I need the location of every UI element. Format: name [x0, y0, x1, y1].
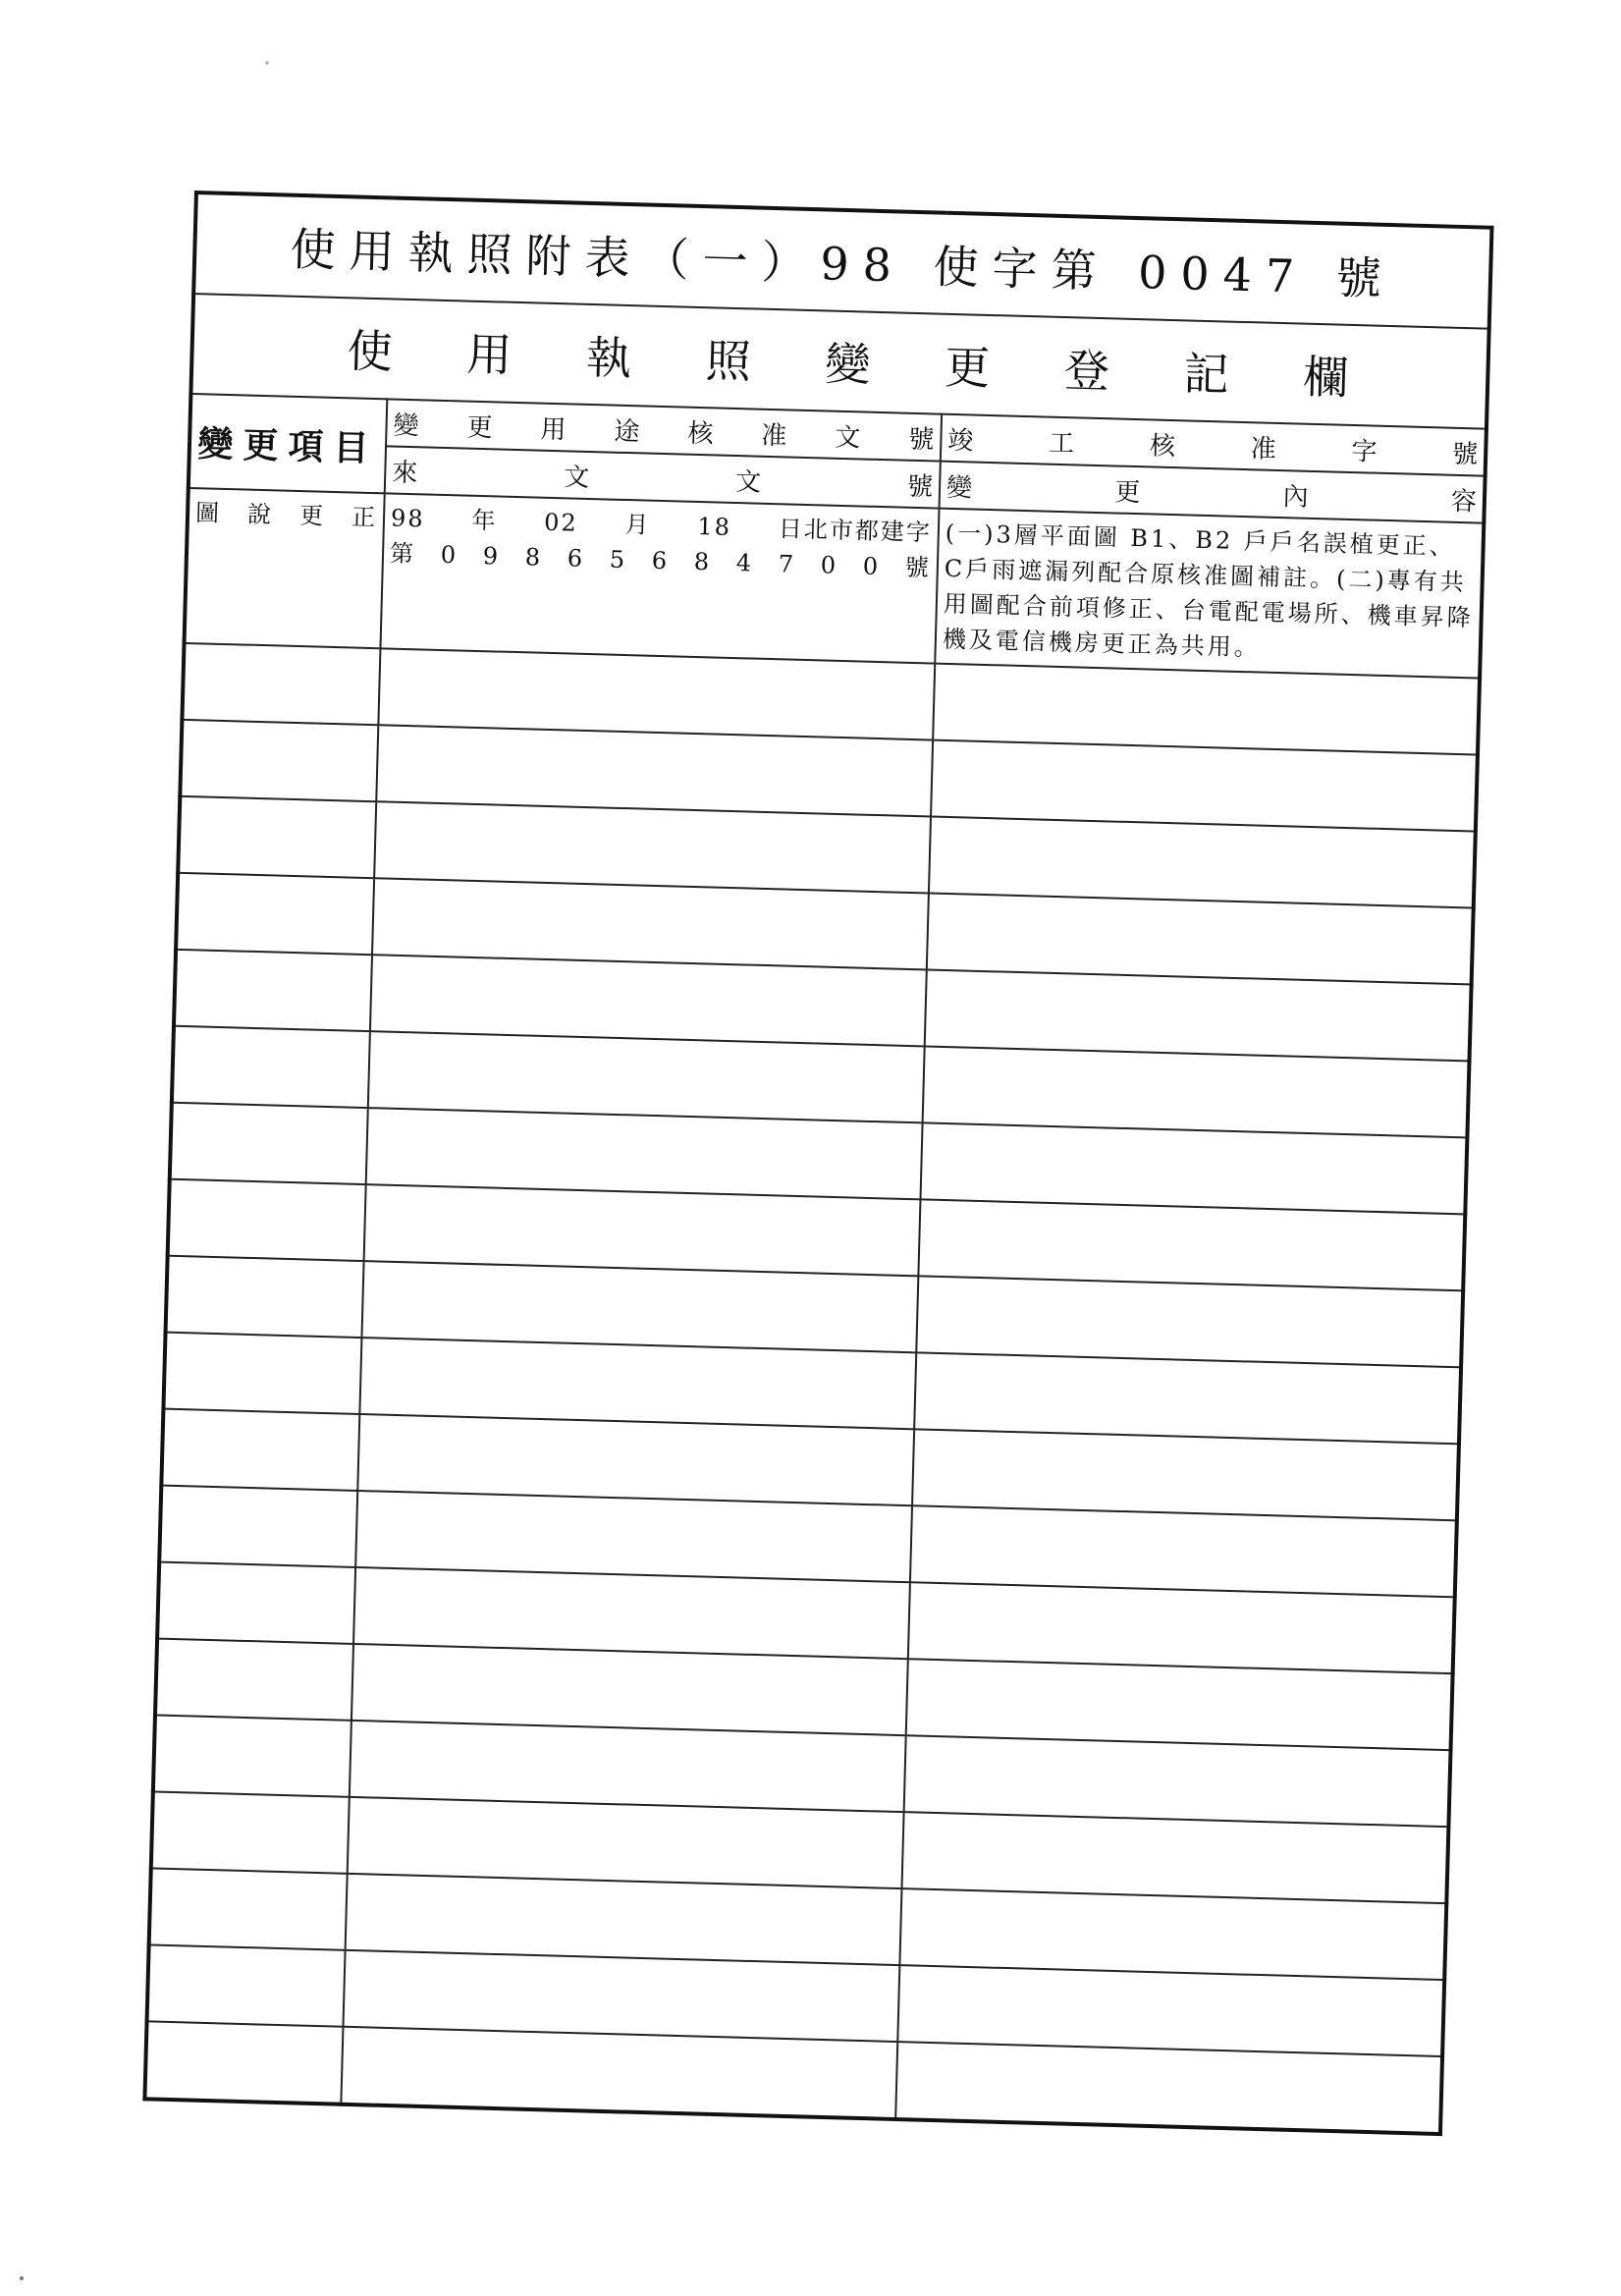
header-char: 更: [1113, 476, 1141, 508]
blank-change-content: [931, 740, 1478, 832]
header-char: 用: [540, 414, 567, 445]
blank-change-item: [176, 873, 374, 955]
header-char: 核: [1149, 430, 1176, 462]
header-char: 變: [946, 472, 973, 504]
entry-item-char: 圖: [194, 499, 220, 527]
header-char: 來: [391, 458, 418, 488]
entry-date-token: 日北市都建字: [778, 515, 933, 547]
blank-change-content: [916, 1276, 1463, 1367]
blank-change-item: [174, 950, 372, 1031]
blank-document-number: [350, 1721, 906, 1812]
blank-document-number: [374, 801, 931, 893]
scan-speck: [265, 61, 269, 65]
scan-speck: [20, 2276, 24, 2280]
entry-date-token: 月: [624, 510, 652, 539]
header-char: 竣: [946, 425, 974, 457]
header-char: 途: [614, 416, 640, 447]
entry-document-number: [380, 493, 939, 663]
blank-change-content: [927, 893, 1474, 984]
section-title-char: 用: [465, 327, 517, 382]
blank-document-number: [378, 648, 935, 739]
entry-item-char: 說: [246, 500, 272, 529]
entry-date-token: 18: [697, 512, 732, 541]
blank-document-number: [372, 878, 929, 969]
entry-date-token: 02: [543, 508, 579, 537]
header-char: 文: [563, 462, 590, 493]
blank-change-content: [910, 1505, 1457, 1597]
blank-change-content: [897, 1965, 1444, 2056]
header-char: 容: [1450, 486, 1478, 517]
blank-change-item: [166, 1256, 364, 1338]
blank-document-number: [348, 1797, 904, 1888]
blank-change-content: [904, 1735, 1451, 1827]
blank-document-number: [351, 1644, 908, 1735]
blank-change-item: [153, 1715, 351, 1796]
blank-change-content: [899, 1888, 1446, 1980]
header-char: 准: [1250, 433, 1277, 465]
entry-change-item: [185, 488, 385, 648]
blank-change-content: [908, 1582, 1455, 1673]
change-registration-table: [142, 191, 1493, 2136]
blank-change-item: [170, 1103, 368, 1184]
usage-permit-sheet: [142, 191, 1490, 2161]
blank-change-content: [895, 2042, 1442, 2134]
header-char: 更: [466, 412, 493, 443]
section-title-char: 欄: [1302, 350, 1353, 405]
entry-number-token: 9: [482, 542, 501, 571]
blank-document-number: [346, 1874, 902, 1965]
blank-document-number: [355, 1491, 912, 1582]
blank-change-item: [161, 1409, 359, 1491]
blank-change-content: [923, 1046, 1470, 1137]
blank-document-number: [353, 1567, 910, 1659]
blank-document-number: [357, 1414, 914, 1505]
blank-change-item: [151, 1791, 350, 1873]
blank-document-number: [376, 725, 933, 816]
blank-change-item: [182, 643, 380, 725]
blank-document-number: [370, 955, 927, 1046]
blank-change-content: [901, 1812, 1448, 1903]
header-char: 文: [734, 466, 762, 498]
header-char: 號: [907, 424, 935, 455]
blank-document-number: [366, 1108, 923, 1199]
blank-document-number: [364, 1184, 921, 1276]
blank-change-item: [178, 796, 376, 878]
header-char: 文: [834, 422, 861, 453]
entry-number-token: 5: [609, 545, 627, 574]
blank-change-item: [149, 1868, 348, 1949]
entry-number-token: 0: [440, 540, 459, 570]
entry-change-item-text: [195, 495, 378, 535]
header-char: 內: [1282, 481, 1310, 513]
entry-number-token: 8: [524, 543, 543, 572]
header-char: 字: [1351, 436, 1378, 467]
header-char: 工: [1048, 428, 1075, 459]
blank-change-content: [912, 1429, 1459, 1520]
blank-change-content: [918, 1199, 1465, 1290]
header-change-item: 變更項目: [189, 394, 388, 493]
entry-number-token: 6: [567, 544, 585, 573]
blank-change-content: [914, 1352, 1461, 1444]
entry-number-token: 第: [389, 539, 416, 569]
header-char: 號: [906, 471, 934, 502]
entry-change-content: (一)3層平面圖 B1、B2 戶戶名誤植更正、C戶雨遮漏列配合原核准圖補註。(二)專有共用圖配合前項修正、台電配電場所、機車昇降機及電信機房更正為共用。: [935, 509, 1484, 679]
section-title-char: 變: [824, 337, 876, 392]
document-title: 使用執照附表（一）98 使字第 0047 號: [193, 192, 1491, 329]
section-title-char: 照: [705, 334, 756, 389]
entry-number-token: 7: [778, 550, 796, 578]
blank-change-item: [147, 1944, 346, 2026]
section-title-char: 執: [585, 330, 636, 386]
entry-number-token: 6: [651, 546, 670, 575]
entry-date-token: 年: [471, 506, 498, 535]
header-char: 核: [687, 418, 714, 449]
blank-change-item: [157, 1562, 355, 1644]
entry-number-token: 0: [820, 551, 838, 579]
blank-document-number: [368, 1031, 925, 1122]
blank-change-item: [168, 1179, 366, 1261]
blank-change-item: [144, 2021, 343, 2104]
blank-document-number: [361, 1261, 918, 1352]
section-title-char: 登: [1063, 344, 1114, 399]
section-title-char: 更: [944, 340, 995, 396]
blank-change-content: [933, 664, 1480, 755]
blank-change-item: [155, 1639, 353, 1721]
entry-number-token: 0: [862, 552, 881, 581]
section-title-text: [199, 311, 1481, 410]
blank-change-item: [172, 1026, 370, 1108]
blank-change-content: [920, 1122, 1467, 1214]
entry-item-char: 更: [298, 502, 324, 530]
blank-document-number: [343, 1950, 899, 2042]
blank-change-content: [925, 969, 1472, 1061]
header-char: 變: [393, 410, 420, 441]
blank-change-content: [929, 817, 1476, 908]
entry-item-char: 正: [351, 503, 376, 532]
blank-change-content: [906, 1659, 1453, 1750]
entry-date-token: 98: [390, 504, 425, 533]
section-title-char: 使: [346, 324, 398, 379]
blank-change-item: [163, 1333, 361, 1414]
blank-change-item: [180, 720, 378, 801]
section-title-char: 記: [1182, 347, 1234, 402]
blank-document-number: [359, 1338, 916, 1429]
entry-number-token: 8: [693, 547, 712, 576]
header-char: 號: [1451, 439, 1479, 469]
blank-change-item: [159, 1486, 357, 1567]
entry-number-token: 號: [904, 553, 932, 582]
blank-document-number: [341, 2027, 897, 2119]
entry-number-token: 4: [735, 549, 754, 577]
header-char: 准: [760, 420, 787, 451]
